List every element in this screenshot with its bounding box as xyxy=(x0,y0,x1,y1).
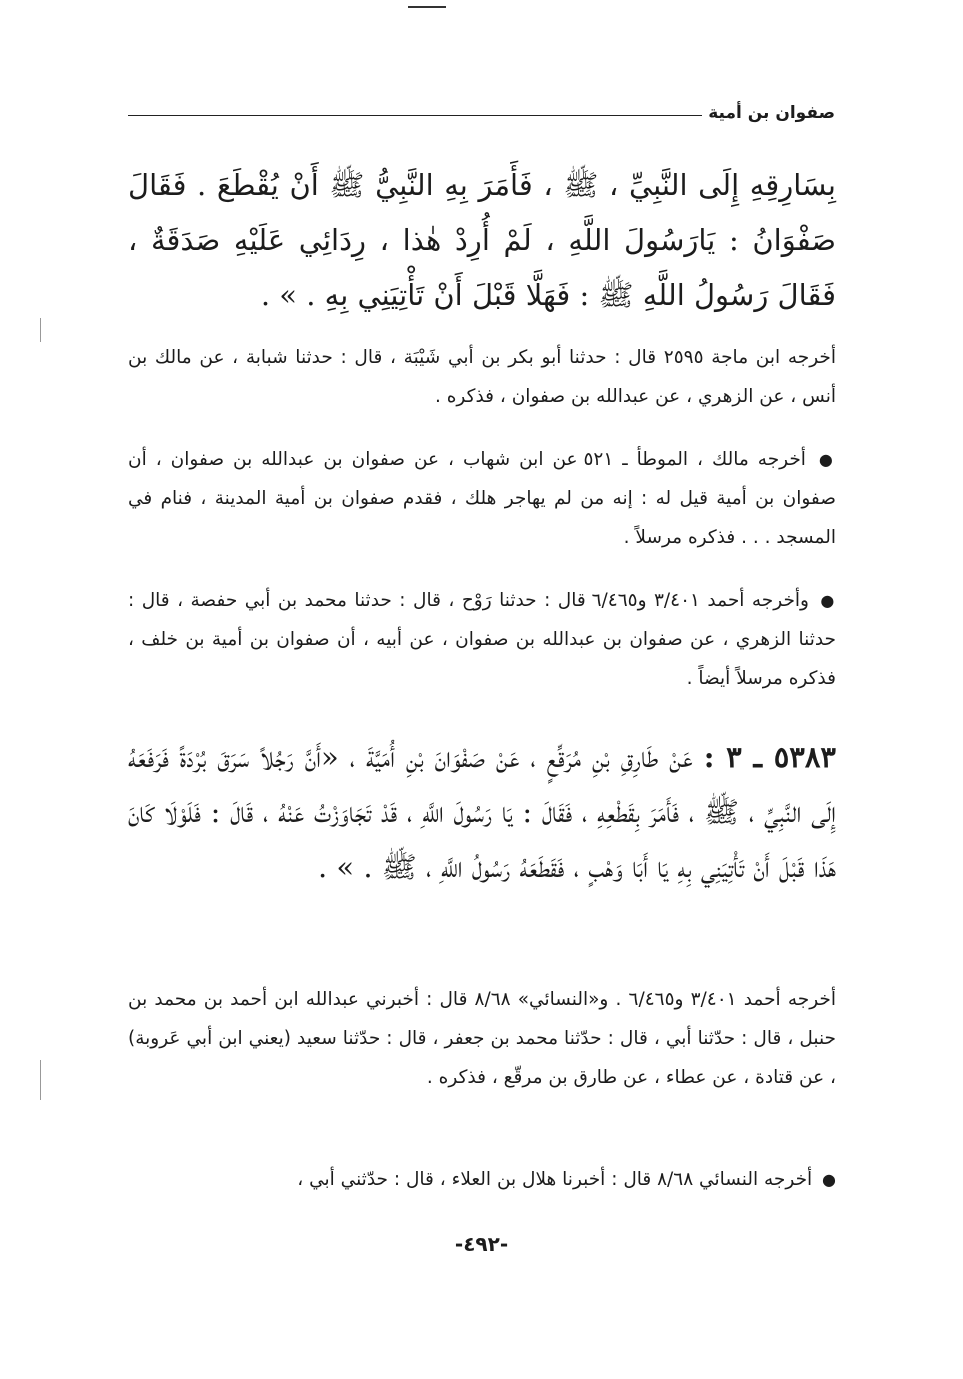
running-title: صفوان بن أمية xyxy=(708,103,835,123)
takhrij-nasai-text: أخرجه النسائي ٨/٦٨ قال : أخبرنا هلال بن العلاء ، قال : حدّثني أبي ، xyxy=(297,1169,813,1190)
bullet-icon: ● xyxy=(820,591,836,610)
top-scan-mark xyxy=(408,6,446,8)
scan-edge-mark xyxy=(40,1060,41,1100)
takhrij-ibn-majah-text: أخرجه ابن ماجة ٢٥٩٥ قال : حدثنا أبو بكر بن أبي شَيْبَة ، قال : حدثنا شبابة ، عن مالك بن أنس ، عن الزهري ، عن عبدالله بن صفوان ، فذكره . xyxy=(128,347,836,407)
takhrij-malik-text: أخرجه مالك ، الموطأ ـ ٥٢١ عن ابن شهاب ، عن صفوان بن عبدالله بن صفوان ، أن صفوان بن أمية قيل له : إنه من لم يهاجر هلك ، فقدم صفوان بن أمية المدينة ، فنام في المسجد . . . فذكره مرسلاً . xyxy=(128,449,836,548)
header-rule xyxy=(128,115,702,116)
takhrij-ahmad-text: وأخرجه أحمد ٣/٤٠١ و٦/٤٦٥ قال : حدثنا رَوْح ، قال : حدثنا محمد بن أبي حفصة ، قال : حدثنا الزهري ، عن صفوان بن عبدالله بن صفوان ، عن أبيه ، أن صفوان بن أمية بن خلف ، فذكره مرسلاً أيضاً . xyxy=(128,590,836,689)
page-header xyxy=(128,98,835,128)
bullet-icon: ● xyxy=(822,1170,836,1189)
bullet-icon: ● xyxy=(818,450,836,469)
hadith-continuation xyxy=(128,158,836,323)
takhrij-nasai xyxy=(128,1160,836,1199)
hadith-5383 xyxy=(128,730,836,895)
takhrij-ahmad xyxy=(128,581,836,698)
takhrij-ahmad-nasai-text: أخرجه أحمد ٣/٤٠١ و٦/٤٦٥ . و«النسائي» ٨/٦٨ قال : أخبرني عبدالله ابن أحمد بن محمد بن حنبل ، قال : حدّثنا أبي ، قال : حدّثنا محمد بن جعفر ، قال : حدّثنا سعيد (يعني ابن أبي عَروبة) ، عن قتادة ، عن عطاء ، عن طارق بن مرقّع ، فذكره . xyxy=(128,989,836,1088)
hadith-5383-text: عَنْ طَارِقِ بْنِ مُرَقِّعٍ ، عَنْ صَفْوَانَ بْنِ أُمَيَّةَ ، «أَنَّ رَجُلاً سَرَقَ بُرْدَةً فَرَفَعَهُ إِلَى النَّبِيِّ ، ﷺ ، فَأَمَرَ بِقَطْعِهِ ، فَقَالَ : يَا رَسُولَ اللَّهِ ، قَدْ تَجَاوَزْتُ عَنْهُ ، قَالَ : فَلَوْلَا كَانَ هَذَا قَبْلَ أَنْ تَأْتِيَنِي بِهِ يَا أَبَا وَهْبٍ ، فَقَطَعَهُ رَسُولُ اللَّهِ ، ﷺ . » . xyxy=(128,740,836,884)
page-number: -٤٩٢- xyxy=(454,1232,509,1256)
hadith-number: ٥٣٨٣ ـ ٣ : xyxy=(703,740,837,774)
hadith-continuation-text: بِسَارِقِهِ إِلَى النَّبِيِّ ، ﷺ ، فَأَمَرَ بِهِ النَّبِيُّ ﷺ أَنْ يُقْطَعَ . فَقَالَ صَفْوَانُ : يَارَسُولَ اللَّهِ ، لَمْ أُرِدْ هٰذا ، رِدَائِي عَلَيْهِ صَدَقَةٌ ، فَقَالَ رَسُولُ اللَّهِ ﷺ : فَهَلَّا قَبْلَ أَنْ تَأْتِيَنِي بِهِ . » . xyxy=(128,168,836,312)
scan-edge-mark xyxy=(40,318,41,342)
takhrij-ahmad-nasai xyxy=(128,980,836,1097)
takhrij-malik xyxy=(128,440,836,557)
takhrij-ibn-majah xyxy=(128,338,836,416)
